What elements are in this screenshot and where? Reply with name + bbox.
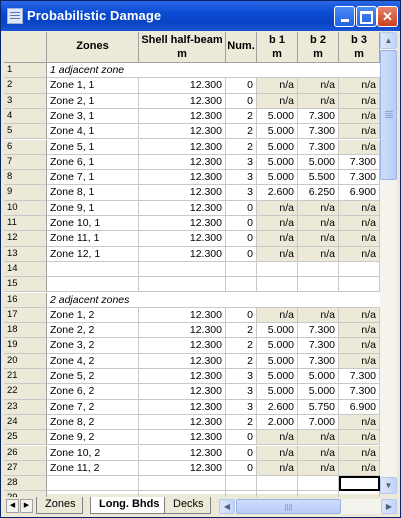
shell-half-beam-cell[interactable]: 12.300 bbox=[139, 338, 226, 353]
section-label[interactable]: 2 adjacent zones bbox=[47, 293, 380, 308]
b1-cell[interactable]: n/a bbox=[257, 308, 298, 323]
num-cell[interactable]: 2 bbox=[226, 338, 257, 353]
b1-cell[interactable]: n/a bbox=[257, 94, 298, 109]
shell-half-beam-cell[interactable]: 12.300 bbox=[139, 247, 226, 262]
num-cell[interactable]: 0 bbox=[226, 231, 257, 246]
b2-cell[interactable]: n/a bbox=[298, 446, 339, 461]
b3-cell[interactable]: n/a bbox=[339, 446, 380, 461]
row-number[interactable]: 3 bbox=[4, 94, 47, 109]
row-number[interactable]: 24 bbox=[4, 415, 47, 430]
table-row[interactable] bbox=[4, 140, 380, 155]
num-cell[interactable]: 3 bbox=[226, 384, 257, 399]
b3-cell[interactable]: n/a bbox=[339, 247, 380, 262]
b1-cell[interactable]: 5.000 bbox=[257, 170, 298, 185]
zone-cell[interactable]: Zone 8, 1 bbox=[47, 185, 139, 200]
zone-cell[interactable]: Zone 1, 1 bbox=[47, 78, 139, 93]
table-row[interactable] bbox=[4, 231, 380, 246]
b1-cell[interactable]: 5.000 bbox=[257, 109, 298, 124]
b2-cell[interactable]: n/a bbox=[298, 231, 339, 246]
b3-cell[interactable]: n/a bbox=[339, 323, 380, 338]
column-unit: m bbox=[354, 48, 364, 60]
zone-cell[interactable]: Zone 12, 1 bbox=[47, 247, 139, 262]
table-row[interactable] bbox=[4, 293, 380, 308]
shell-half-beam-cell[interactable]: 12.300 bbox=[139, 369, 226, 384]
row-number[interactable]: 5 bbox=[4, 124, 47, 139]
empty-cell[interactable] bbox=[298, 262, 339, 277]
table-row[interactable] bbox=[4, 323, 380, 338]
maximize-button[interactable] bbox=[356, 6, 377, 27]
b3-cell[interactable]: n/a bbox=[339, 338, 380, 353]
b1-cell[interactable]: 5.000 bbox=[257, 140, 298, 155]
row-number[interactable]: 2 bbox=[4, 78, 47, 93]
shell-half-beam-cell[interactable]: 12.300 bbox=[139, 155, 226, 170]
b1-cell[interactable]: n/a bbox=[257, 461, 298, 476]
b2-cell[interactable]: n/a bbox=[298, 201, 339, 216]
b2-cell[interactable]: 5.000 bbox=[298, 155, 339, 170]
column-header-b2[interactable] bbox=[298, 32, 339, 63]
num-cell[interactable]: 0 bbox=[226, 446, 257, 461]
empty-cell[interactable] bbox=[298, 476, 339, 491]
shell-half-beam-cell[interactable]: 12.300 bbox=[139, 216, 226, 231]
table-row[interactable] bbox=[4, 461, 380, 476]
zone-cell[interactable]: Zone 9, 1 bbox=[47, 201, 139, 216]
zone-cell[interactable] bbox=[47, 476, 139, 491]
row-number[interactable]: 15 bbox=[4, 277, 47, 292]
table-row[interactable] bbox=[4, 277, 380, 292]
b2-cell[interactable]: n/a bbox=[298, 216, 339, 231]
zone-cell[interactable]: Zone 11, 2 bbox=[47, 461, 139, 476]
empty-cell[interactable] bbox=[257, 277, 298, 292]
zone-cell[interactable]: Zone 2, 1 bbox=[47, 94, 139, 109]
table-row[interactable] bbox=[4, 262, 380, 277]
vertical-scrollbar[interactable] bbox=[380, 32, 397, 494]
table-row[interactable] bbox=[4, 415, 380, 430]
row-number[interactable]: 21 bbox=[4, 369, 47, 384]
title-bar[interactable] bbox=[1, 1, 400, 31]
row-number[interactable]: 4 bbox=[4, 109, 47, 124]
row-number[interactable]: 22 bbox=[4, 384, 47, 399]
zone-cell[interactable]: Zone 7, 1 bbox=[47, 170, 139, 185]
b1-cell[interactable]: 2.600 bbox=[257, 400, 298, 415]
zone-cell[interactable]: Zone 6, 2 bbox=[47, 384, 139, 399]
table-row[interactable] bbox=[4, 446, 380, 461]
column-label: b 1 bbox=[269, 34, 285, 46]
shell-half-beam-cell[interactable]: 12.300 bbox=[139, 124, 226, 139]
row-number[interactable]: 8 bbox=[4, 170, 47, 185]
b3-cell[interactable]: n/a bbox=[339, 124, 380, 139]
zone-cell[interactable]: Zone 4, 1 bbox=[47, 124, 139, 139]
row-number[interactable]: 14 bbox=[4, 262, 47, 277]
b3-cell[interactable]: n/a bbox=[339, 140, 380, 155]
table-row[interactable] bbox=[4, 124, 380, 139]
row-number[interactable]: 28 bbox=[4, 476, 47, 491]
b2-cell[interactable]: n/a bbox=[298, 430, 339, 445]
empty-cell[interactable] bbox=[226, 476, 257, 491]
row-number[interactable]: 27 bbox=[4, 461, 47, 476]
b3-cell[interactable]: 7.300 bbox=[339, 384, 380, 399]
b2-cell[interactable]: 5.000 bbox=[298, 384, 339, 399]
num-cell[interactable]: 2 bbox=[226, 140, 257, 155]
empty-cell[interactable] bbox=[226, 277, 257, 292]
b3-cell[interactable]: n/a bbox=[339, 201, 380, 216]
shell-half-beam-cell[interactable]: 12.300 bbox=[139, 109, 226, 124]
b3-cell[interactable]: n/a bbox=[339, 231, 380, 246]
num-cell[interactable]: 2 bbox=[226, 354, 257, 369]
b3-cell[interactable]: 7.300 bbox=[339, 155, 380, 170]
empty-cell[interactable] bbox=[226, 262, 257, 277]
num-cell[interactable]: 0 bbox=[226, 216, 257, 231]
b2-cell[interactable]: n/a bbox=[298, 78, 339, 93]
shell-half-beam-cell[interactable]: 12.300 bbox=[139, 400, 226, 415]
zone-cell[interactable]: Zone 11, 1 bbox=[47, 231, 139, 246]
tab-long-bhds[interactable]: Long. Bhds bbox=[90, 497, 167, 514]
b1-cell[interactable]: n/a bbox=[257, 201, 298, 216]
row-number[interactable]: 9 bbox=[4, 185, 47, 200]
empty-cell[interactable] bbox=[339, 277, 380, 292]
row-number[interactable]: 13 bbox=[4, 247, 47, 262]
column-unit: m bbox=[272, 48, 282, 60]
b3-cell[interactable]: n/a bbox=[339, 308, 380, 323]
b2-cell[interactable]: 7.300 bbox=[298, 124, 339, 139]
b2-cell[interactable]: n/a bbox=[298, 461, 339, 476]
num-cell[interactable]: 0 bbox=[226, 201, 257, 216]
num-cell[interactable]: 3 bbox=[226, 400, 257, 415]
row-number[interactable]: 1 bbox=[4, 63, 47, 78]
zone-cell[interactable]: Zone 9, 2 bbox=[47, 430, 139, 445]
b1-cell[interactable]: 5.000 bbox=[257, 323, 298, 338]
b2-cell[interactable]: 6.250 bbox=[298, 185, 339, 200]
num-cell[interactable]: 0 bbox=[226, 308, 257, 323]
b1-cell[interactable]: 5.000 bbox=[257, 338, 298, 353]
num-cell[interactable]: 0 bbox=[226, 430, 257, 445]
empty-cell[interactable] bbox=[298, 277, 339, 292]
num-cell[interactable]: 0 bbox=[226, 78, 257, 93]
row-number[interactable]: 20 bbox=[4, 354, 47, 369]
row-number[interactable]: 7 bbox=[4, 155, 47, 170]
shell-half-beam-cell[interactable]: 12.300 bbox=[139, 308, 226, 323]
b3-cell[interactable]: n/a bbox=[339, 94, 380, 109]
scroll-left-button[interactable]: ◀ bbox=[219, 499, 235, 514]
column-label: Shell half-beam bbox=[141, 34, 223, 46]
column-header-b3[interactable] bbox=[339, 32, 380, 63]
b2-cell[interactable]: 7.300 bbox=[298, 338, 339, 353]
close-button[interactable] bbox=[377, 6, 398, 27]
shell-half-beam-cell[interactable]: 12.300 bbox=[139, 323, 226, 338]
zone-cell[interactable]: Zone 8, 2 bbox=[47, 415, 139, 430]
num-cell[interactable]: 0 bbox=[226, 461, 257, 476]
minimize-button[interactable] bbox=[334, 6, 355, 27]
scroll-up-button[interactable]: ▲ bbox=[380, 32, 397, 49]
b2-cell[interactable]: 5.000 bbox=[298, 369, 339, 384]
b3-cell[interactable]: n/a bbox=[339, 415, 380, 430]
row-number[interactable]: 6 bbox=[4, 140, 47, 155]
b1-cell[interactable]: 2.000 bbox=[257, 415, 298, 430]
shell-half-beam-cell[interactable]: 12.300 bbox=[139, 170, 226, 185]
num-cell[interactable]: 2 bbox=[226, 109, 257, 124]
shell-half-beam-cell[interactable]: 12.300 bbox=[139, 78, 226, 93]
sheet-tab-bar bbox=[4, 497, 397, 515]
empty-cell[interactable] bbox=[257, 262, 298, 277]
table-row[interactable] bbox=[4, 216, 380, 231]
row-number[interactable]: 19 bbox=[4, 338, 47, 353]
table-row[interactable] bbox=[4, 185, 380, 200]
row-number[interactable]: 25 bbox=[4, 430, 47, 445]
column-label: b 2 bbox=[310, 34, 326, 46]
b1-cell[interactable]: n/a bbox=[257, 78, 298, 93]
tab-scroll-left-button[interactable]: ◀ bbox=[6, 499, 19, 513]
maximize-icon bbox=[360, 11, 373, 24]
b2-cell[interactable]: n/a bbox=[298, 308, 339, 323]
b1-cell[interactable]: 5.000 bbox=[257, 354, 298, 369]
table-row[interactable] bbox=[4, 430, 380, 445]
zone-cell[interactable]: Zone 10, 1 bbox=[47, 216, 139, 231]
table-row[interactable] bbox=[4, 109, 380, 124]
row-number[interactable]: 17 bbox=[4, 308, 47, 323]
b3-cell[interactable]: n/a bbox=[339, 461, 380, 476]
horizontal-scroll-thumb[interactable] bbox=[236, 499, 341, 514]
zone-cell[interactable]: Zone 5, 2 bbox=[47, 369, 139, 384]
b3-cell[interactable]: n/a bbox=[339, 430, 380, 445]
tab-decks[interactable]: Decks bbox=[164, 497, 211, 514]
shell-half-beam-cell[interactable]: 12.300 bbox=[139, 430, 226, 445]
b1-cell[interactable]: 5.000 bbox=[257, 124, 298, 139]
horizontal-scrollbar[interactable] bbox=[219, 499, 397, 514]
scroll-down-button[interactable]: ▼ bbox=[380, 477, 397, 494]
column-header-b1[interactable] bbox=[257, 32, 298, 63]
num-cell[interactable]: 3 bbox=[226, 185, 257, 200]
table-row[interactable] bbox=[4, 155, 380, 170]
shell-half-beam-cell[interactable]: 12.300 bbox=[139, 461, 226, 476]
b2-cell[interactable]: 7.300 bbox=[298, 323, 339, 338]
b1-cell[interactable]: n/a bbox=[257, 231, 298, 246]
num-cell[interactable]: 3 bbox=[226, 170, 257, 185]
row-number[interactable]: 16 bbox=[4, 293, 47, 308]
empty-cell[interactable] bbox=[139, 476, 226, 491]
zone-cell[interactable]: Zone 5, 1 bbox=[47, 140, 139, 155]
b1-cell[interactable]: n/a bbox=[257, 430, 298, 445]
table-row[interactable] bbox=[4, 354, 380, 369]
empty-cell[interactable] bbox=[139, 277, 226, 292]
empty-cell[interactable] bbox=[257, 476, 298, 491]
b2-cell[interactable]: n/a bbox=[298, 94, 339, 109]
table-row[interactable] bbox=[4, 94, 380, 109]
shell-half-beam-cell[interactable]: 12.300 bbox=[139, 231, 226, 246]
window-title: Probabilistic Damage bbox=[27, 8, 162, 23]
shell-half-beam-cell[interactable]: 12.300 bbox=[139, 415, 226, 430]
b1-cell[interactable]: n/a bbox=[257, 216, 298, 231]
b1-cell[interactable]: 5.000 bbox=[257, 384, 298, 399]
b3-cell[interactable]: n/a bbox=[339, 78, 380, 93]
b1-cell[interactable]: 2.600 bbox=[257, 185, 298, 200]
column-unit: m bbox=[177, 48, 187, 60]
num-cell[interactable]: 3 bbox=[226, 155, 257, 170]
b3-cell[interactable]: n/a bbox=[339, 216, 380, 231]
row-number[interactable]: 26 bbox=[4, 446, 47, 461]
vertical-scroll-thumb[interactable] bbox=[380, 50, 397, 180]
zone-cell[interactable]: Zone 4, 2 bbox=[47, 354, 139, 369]
num-cell[interactable]: 2 bbox=[226, 415, 257, 430]
table-row[interactable] bbox=[4, 170, 380, 185]
b2-cell[interactable]: n/a bbox=[298, 247, 339, 262]
row-number[interactable]: 23 bbox=[4, 400, 47, 415]
zone-cell[interactable]: Zone 2, 2 bbox=[47, 323, 139, 338]
table-row[interactable] bbox=[4, 78, 380, 93]
b2-cell[interactable]: 7.000 bbox=[298, 415, 339, 430]
empty-cell[interactable] bbox=[339, 262, 380, 277]
column-label: b 3 bbox=[351, 34, 367, 46]
table-row[interactable] bbox=[4, 63, 380, 78]
column-unit: m bbox=[313, 48, 323, 60]
b3-cell[interactable]: n/a bbox=[339, 354, 380, 369]
tab-scroll-right-button[interactable]: ▶ bbox=[20, 499, 33, 513]
num-cell[interactable]: 0 bbox=[226, 247, 257, 262]
b3-cell[interactable]: 6.900 bbox=[339, 185, 380, 200]
b2-cell[interactable]: 7.300 bbox=[298, 354, 339, 369]
table-row[interactable] bbox=[4, 369, 380, 384]
table-row[interactable] bbox=[4, 400, 380, 415]
column-header-num[interactable] bbox=[226, 32, 257, 63]
column-header-shell[interactable] bbox=[139, 32, 226, 63]
table-row[interactable] bbox=[4, 308, 380, 323]
b2-cell[interactable]: 5.750 bbox=[298, 400, 339, 415]
b2-cell[interactable]: 7.300 bbox=[298, 140, 339, 155]
b2-cell[interactable]: 5.500 bbox=[298, 170, 339, 185]
num-cell[interactable]: 3 bbox=[226, 369, 257, 384]
b1-cell[interactable]: 5.000 bbox=[257, 155, 298, 170]
damage-grid[interactable] bbox=[4, 32, 380, 494]
shell-half-beam-cell[interactable]: 12.300 bbox=[139, 140, 226, 155]
zone-cell[interactable]: Zone 10, 2 bbox=[47, 446, 139, 461]
shell-half-beam-cell[interactable]: 12.300 bbox=[139, 446, 226, 461]
minimize-icon bbox=[341, 19, 349, 22]
num-cell[interactable]: 0 bbox=[226, 94, 257, 109]
zone-cell[interactable]: Zone 3, 2 bbox=[47, 338, 139, 353]
b2-cell[interactable]: 7.300 bbox=[298, 109, 339, 124]
row-number[interactable]: 18 bbox=[4, 323, 47, 338]
close-icon: ✕ bbox=[382, 9, 393, 24]
b3-cell[interactable]: 7.300 bbox=[339, 369, 380, 384]
zone-cell[interactable] bbox=[47, 262, 139, 277]
empty-cell[interactable] bbox=[139, 262, 226, 277]
shell-half-beam-cell[interactable]: 12.300 bbox=[139, 94, 226, 109]
table-row[interactable] bbox=[4, 476, 380, 491]
column-label: Zones bbox=[76, 40, 109, 52]
b3-cell[interactable]: 6.900 bbox=[339, 400, 380, 415]
shell-half-beam-cell[interactable]: 12.300 bbox=[139, 201, 226, 216]
column-header-zones[interactable] bbox=[47, 32, 139, 63]
b3-cell[interactable]: n/a bbox=[339, 109, 380, 124]
section-label[interactable]: 1 adjacent zone bbox=[47, 63, 380, 78]
shell-half-beam-cell[interactable]: 12.300 bbox=[139, 354, 226, 369]
b1-cell[interactable]: n/a bbox=[257, 446, 298, 461]
row-number[interactable]: 11 bbox=[4, 216, 47, 231]
zone-cell[interactable]: Zone 3, 1 bbox=[47, 109, 139, 124]
b3-cell[interactable]: 7.300 bbox=[339, 170, 380, 185]
row-number[interactable]: 10 bbox=[4, 201, 47, 216]
table-row[interactable] bbox=[4, 201, 380, 216]
row-number[interactable]: 12 bbox=[4, 231, 47, 246]
b1-cell[interactable]: n/a bbox=[257, 247, 298, 262]
num-cell[interactable]: 2 bbox=[226, 323, 257, 338]
table-row[interactable] bbox=[4, 247, 380, 262]
b1-cell[interactable]: 5.000 bbox=[257, 369, 298, 384]
zone-cell[interactable]: Zone 7, 2 bbox=[47, 400, 139, 415]
zone-cell[interactable]: Zone 6, 1 bbox=[47, 155, 139, 170]
table-row[interactable] bbox=[4, 338, 380, 353]
shell-half-beam-cell[interactable]: 12.300 bbox=[139, 384, 226, 399]
zone-cell[interactable]: Zone 1, 2 bbox=[47, 308, 139, 323]
shell-half-beam-cell[interactable]: 12.300 bbox=[139, 185, 226, 200]
table-row[interactable] bbox=[4, 384, 380, 399]
tab-zones[interactable]: Zones bbox=[36, 497, 83, 514]
selected-cell[interactable] bbox=[339, 476, 380, 491]
zone-cell[interactable] bbox=[47, 277, 139, 292]
app-icon bbox=[7, 8, 23, 24]
column-label: Num. bbox=[227, 40, 255, 52]
num-cell[interactable]: 2 bbox=[226, 124, 257, 139]
scroll-right-button[interactable]: ▶ bbox=[381, 499, 397, 514]
row-header-corner[interactable] bbox=[4, 32, 47, 63]
